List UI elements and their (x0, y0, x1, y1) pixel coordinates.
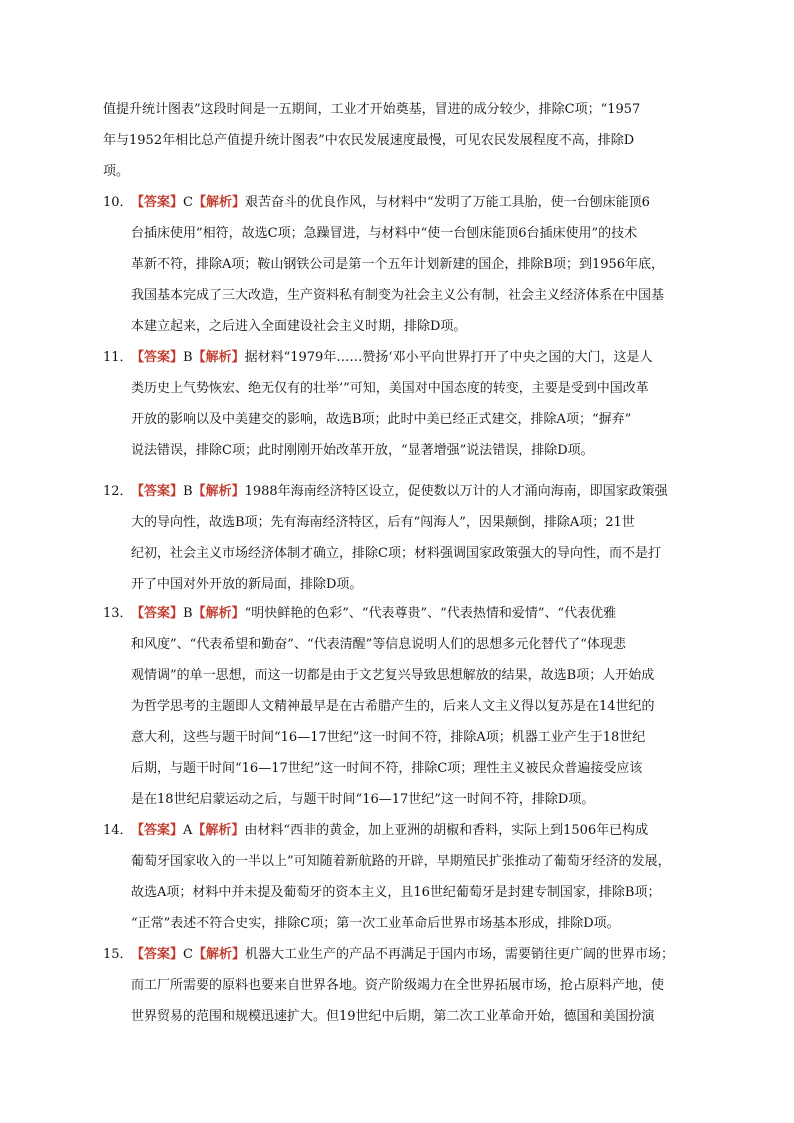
line-text: 故选A项；材料中并未提及葡萄牙的资本主义，且16世纪葡萄牙是封建专制国家，排除B项； (131, 885, 661, 900)
answer-letter: B (183, 350, 193, 365)
line-text: 是在18世纪启蒙运动之后，与题干时间“16—17世纪”这一时间不符，排除D项。 (131, 792, 595, 807)
line-text: 大的导向性，故选B项；先有海南经济特区，后有“闯海人”，因果颠倒，排除A项；21世 (131, 515, 635, 530)
line-text: 类历史上气势恢宏、绝无仅有的壮举’”可知，美国对中国态度的转变，主要是受到中国改革 (131, 381, 649, 396)
line-text: 和风度”、“代表希望和勤奋”、“代表清醒”等信息说明人们的思想多元化替代了“体现悲 (131, 637, 626, 652)
item-number: 12． (103, 484, 133, 499)
line-text: 据材料“1979年……赞扬‘邓小平向世界打开了中央之国的大门，这是人 (244, 350, 653, 365)
analysis-tag: 【解析】 (192, 195, 245, 210)
answer-letter: C (183, 947, 193, 962)
line-text: 为哲学思考的主题即人文精神最早是在古希腊产生的，后来人文主义得以复苏是在14世纪的 (131, 699, 655, 714)
line-text: 纪初，社会主义市场经济体制才确立，排除C项；材料强调国家政策强大的导向性，而不是打 (131, 546, 661, 561)
line-text: 观情调”的单一思想，而这一切都是由于文艺复兴导致思想解放的结果，故选B项；人开始成 (131, 668, 655, 683)
analysis-tag: 【解析】 (192, 947, 245, 962)
line-text: “明快鲜艳的色彩”、“代表尊贵”、“代表热情和爱情”、“代表优雅 (244, 606, 617, 621)
line-text: 说法错误，排除C项；此时刚刚开始改革开放，“显著增强”说法错误，排除D项。 (131, 443, 594, 458)
answer-tag: 【答案】 (131, 606, 184, 621)
line-text: 1988年海南经济特区设立，促使数以万计的人才涌向海南，即国家政策强 (244, 484, 668, 499)
line-text: 由材料“西非的黄金，加上亚洲的胡椒和香料，实际上到1506年已构成 (244, 823, 649, 838)
analysis-tag: 【解析】 (192, 606, 245, 621)
line-text: 开放的影响以及中美建交的影响，故选B项；此时中美已经正式建交，排除A项；“摒弃” (131, 412, 632, 427)
answer-tag: 【答案】 (131, 484, 184, 499)
line-text: 意大利，这些与题干时间“16—17世纪”这一时间不符，排除A项；机器工业产生于18世纪 (131, 730, 646, 745)
answer-tag: 【答案】 (131, 195, 184, 210)
line-text: “正常”表述不符合史实，排除C项；第一次工业革命后世界市场基本形成，排除D项。 (131, 916, 620, 931)
answer-letter: B (183, 606, 193, 621)
item-number: 11． (103, 350, 133, 365)
item-number: 14． (103, 823, 133, 838)
line-text: 后期，与题干时间“16—17世纪”这一时间不符，排除C项；理性主义被民众普遍接受应该 (131, 761, 643, 776)
answer-letter: A (183, 823, 193, 838)
line-text: 革新不符，排除A项；鞍山钢铁公司是第一个五年计划新建的国企，排除B项；到1956年底， (131, 257, 665, 272)
analysis-tag: 【解析】 (192, 484, 245, 499)
line-text: 葡萄牙国家收入的一半以上”可知随着新航路的开辟，早期殖民扩张推动了葡萄牙经济的发展， (131, 854, 671, 869)
analysis-tag: 【解析】 (192, 823, 245, 838)
line-text: 值提升统计图表”这段时间是一五期间，工业才开始奠基，冒进的成分较少，排除C项；“1957 (103, 102, 641, 117)
line-text: 艰苦奋斗的优良作风，与材料中“发明了万能工具胎，使一台刨床能顶6 (244, 195, 650, 210)
item-number: 10． (103, 195, 133, 210)
answer-tag: 【答案】 (131, 947, 184, 962)
item-number: 15． (103, 947, 133, 962)
line-text: 项。 (103, 164, 130, 179)
answer-letter: B (183, 484, 193, 499)
line-text: 世界贸易的范围和规模迅速扩大。但19世纪中后期，第二次工业革命开始，德国和美国扮演 (131, 1009, 655, 1024)
line-text: 我国基本完成了三大改造，生产资料私有制变为社会主义公有制，社会主义经济体系在中国基 (131, 288, 665, 303)
line-text: 而工厂所需要的原料也要来自世界各地。资产阶级竭力在全世界拓展市场，抢占原料产地，使 (131, 978, 665, 993)
item-number: 13． (103, 606, 133, 621)
line-text: 年与1952年相比总产值提升统计图表”中农民发展速度最慢，可见农民发展程度不高，排除D (103, 133, 635, 148)
analysis-tag: 【解析】 (192, 350, 245, 365)
answer-tag: 【答案】 (131, 350, 184, 365)
line-text: 机器大工业生产的产品不再满足于国内市场，需要销往更广阔的世界市场； (244, 947, 674, 962)
line-text: 本建立起来，之后进入全面建设社会主义时期，排除D项。 (131, 319, 467, 334)
answer-tag: 【答案】 (131, 823, 184, 838)
line-text: 开了中国对外开放的新局面，排除D项。 (131, 577, 363, 592)
line-text: 台插床使用”相符，故选C项；急躁冒进，与材料中“使一台刨床能顶6台插床使用”的技术 (131, 226, 638, 241)
answer-letter: C (183, 195, 193, 210)
